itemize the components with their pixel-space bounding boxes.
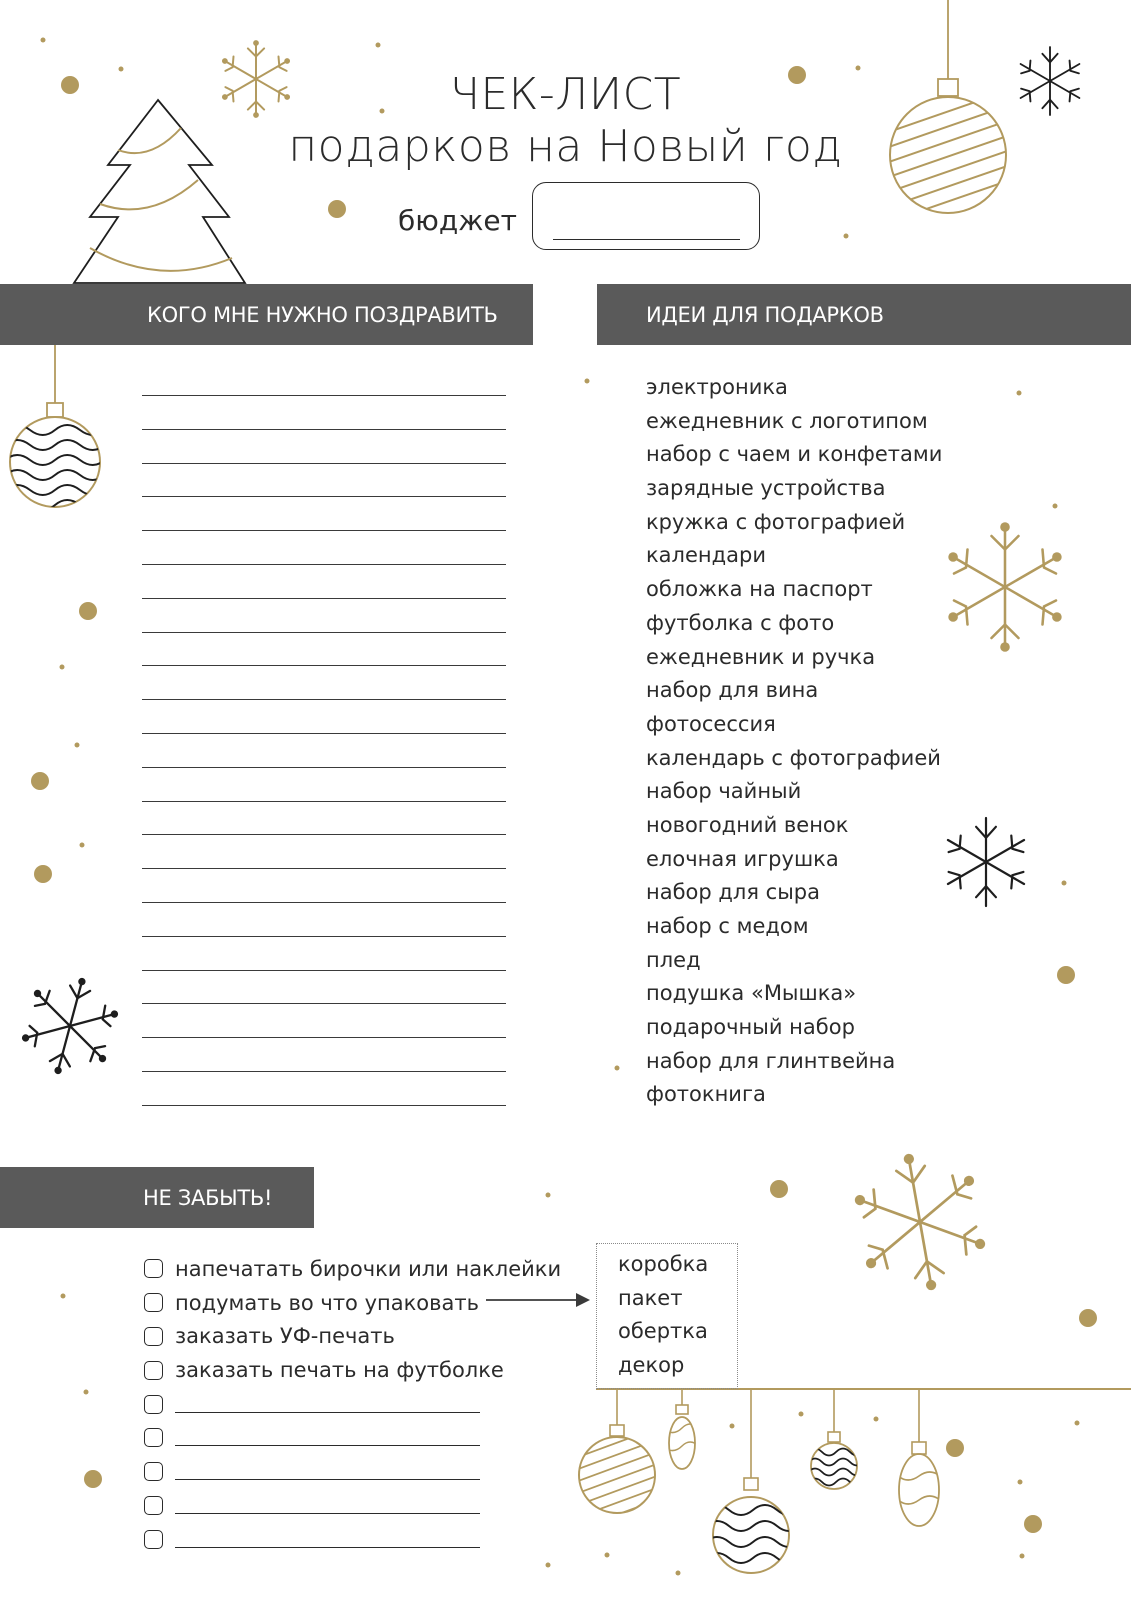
packaging-option: коробка (618, 1252, 709, 1276)
checkbox-icon[interactable] (144, 1530, 163, 1549)
reminder-blank-line[interactable] (175, 1479, 480, 1480)
recipient-blank-line[interactable] (142, 936, 506, 937)
budget-underline (553, 239, 740, 240)
recipient-blank-line[interactable] (142, 801, 506, 802)
idea-item: ежедневник и ручка (646, 644, 876, 669)
recipient-blank-line[interactable] (142, 834, 506, 835)
recipients-header (0, 284, 533, 345)
idea-item: подарочный набор (646, 1015, 855, 1040)
reminder-label: подумать во что упаковать (175, 1290, 479, 1315)
recipient-blank-line[interactable] (142, 632, 506, 633)
idea-item: фотосессия (646, 711, 776, 736)
reminder-blank-line[interactable] (175, 1412, 480, 1413)
reminder-item (144, 1353, 561, 1387)
recipients-heading: КОГО МНЕ НУЖНО ПОЗДРАВИТЬ (147, 302, 498, 327)
checkbox-icon[interactable] (144, 1462, 163, 1481)
ornament-ball-icon (5, 345, 105, 510)
checkbox-icon[interactable] (144, 1395, 163, 1414)
idea-item: плед (646, 947, 701, 972)
idea-item: елочная игрушка (646, 846, 839, 871)
reminders-heading: НЕ ЗАБЫТЬ! (143, 1185, 273, 1210)
idea-item: набор с медом (646, 914, 809, 938)
recipient-blank-line[interactable] (142, 699, 506, 700)
budget-label: бюджет (398, 204, 517, 237)
recipient-blank-line[interactable] (142, 1037, 506, 1038)
packaging-option: обертка (618, 1319, 708, 1343)
checkbox-icon[interactable] (144, 1293, 163, 1312)
reminder-item (144, 1320, 561, 1354)
checkbox-icon[interactable] (144, 1327, 163, 1346)
recipient-blank-line[interactable] (142, 564, 506, 565)
blank-reminder-item (144, 1455, 561, 1489)
idea-item: набор для глинтвейна (646, 1048, 896, 1073)
idea-item: набор для сыра (646, 880, 820, 905)
recipient-blank-line[interactable] (142, 496, 506, 497)
recipient-blank-line[interactable] (142, 902, 506, 903)
reminder-label: заказать печать на футболке (175, 1358, 504, 1383)
reminder-item (144, 1252, 561, 1286)
recipient-blank-line[interactable] (142, 868, 506, 869)
blank-reminder-item (144, 1489, 561, 1523)
recipient-blank-line[interactable] (142, 733, 506, 734)
recipient-blank-line[interactable] (142, 395, 506, 396)
reminder-label: напечатать бирочки или наклейки (175, 1256, 562, 1281)
checkbox-icon[interactable] (144, 1259, 163, 1278)
snowflake-icon (948, 522, 1061, 652)
reminder-blank-line[interactable] (175, 1547, 480, 1548)
reminders-checklist (144, 1252, 561, 1556)
blank-reminder-item (144, 1421, 561, 1455)
checkbox-icon[interactable] (144, 1496, 163, 1515)
idea-item: электроника (646, 375, 788, 399)
ideas-list (646, 371, 942, 1112)
recipient-blank-line[interactable] (142, 1071, 506, 1072)
reminders-header (0, 1167, 314, 1228)
reminder-blank-line[interactable] (175, 1445, 480, 1446)
recipient-blank-line[interactable] (142, 1003, 506, 1004)
idea-item: зарядные устройства (646, 476, 886, 501)
idea-item: набор для вина (646, 678, 819, 703)
recipient-blank-line[interactable] (142, 1105, 506, 1106)
snowflake-icon (15, 967, 125, 1085)
idea-item: календарь с фотографией (646, 745, 941, 770)
idea-item: новогодний венок (646, 812, 849, 837)
ideas-header (597, 284, 1131, 345)
page-title: ЧЕК-ЛИСТ (449, 69, 682, 120)
ideas-heading: ИДЕИ ДЛЯ ПОДАРКОВ (646, 302, 884, 327)
idea-item: набор с чаем и конфетами (646, 442, 943, 467)
idea-item: календари (646, 543, 766, 568)
packaging-option: пакет (618, 1285, 683, 1310)
reminder-item (144, 1286, 561, 1320)
idea-item: набор чайный (646, 779, 802, 804)
reminder-label: заказать УФ-печать (175, 1324, 395, 1349)
reminder-blank-line[interactable] (175, 1513, 480, 1514)
blank-reminder-item (144, 1522, 561, 1556)
idea-item: обложка на паспорт (646, 577, 873, 602)
idea-item: футболка с фото (646, 610, 835, 635)
recipient-blank-line[interactable] (142, 970, 506, 971)
snowflake-icon (848, 1143, 991, 1300)
idea-item: ежедневник с логотипом (646, 408, 928, 433)
checkbox-icon[interactable] (144, 1428, 163, 1447)
recipient-blank-line[interactable] (142, 530, 506, 531)
packaging-list (618, 1248, 708, 1382)
packaging-option: декор (618, 1352, 685, 1377)
recipient-blank-line[interactable] (142, 665, 506, 666)
recipient-blank-line[interactable] (142, 767, 506, 768)
ornament-garland (570, 1389, 1131, 1573)
idea-item: подушка «Мышка» (646, 981, 857, 1006)
snowflake-icon (948, 818, 1024, 906)
recipient-blank-line[interactable] (142, 598, 506, 599)
page-subtitle: подарков на Новый год (288, 121, 843, 172)
checkbox-icon[interactable] (144, 1361, 163, 1380)
idea-item: кружка с фотографией (646, 509, 906, 534)
idea-item: фотокнига (646, 1082, 766, 1107)
recipient-blank-line[interactable] (142, 463, 506, 464)
blank-reminder-item (144, 1387, 561, 1421)
recipient-blank-line[interactable] (142, 429, 506, 430)
